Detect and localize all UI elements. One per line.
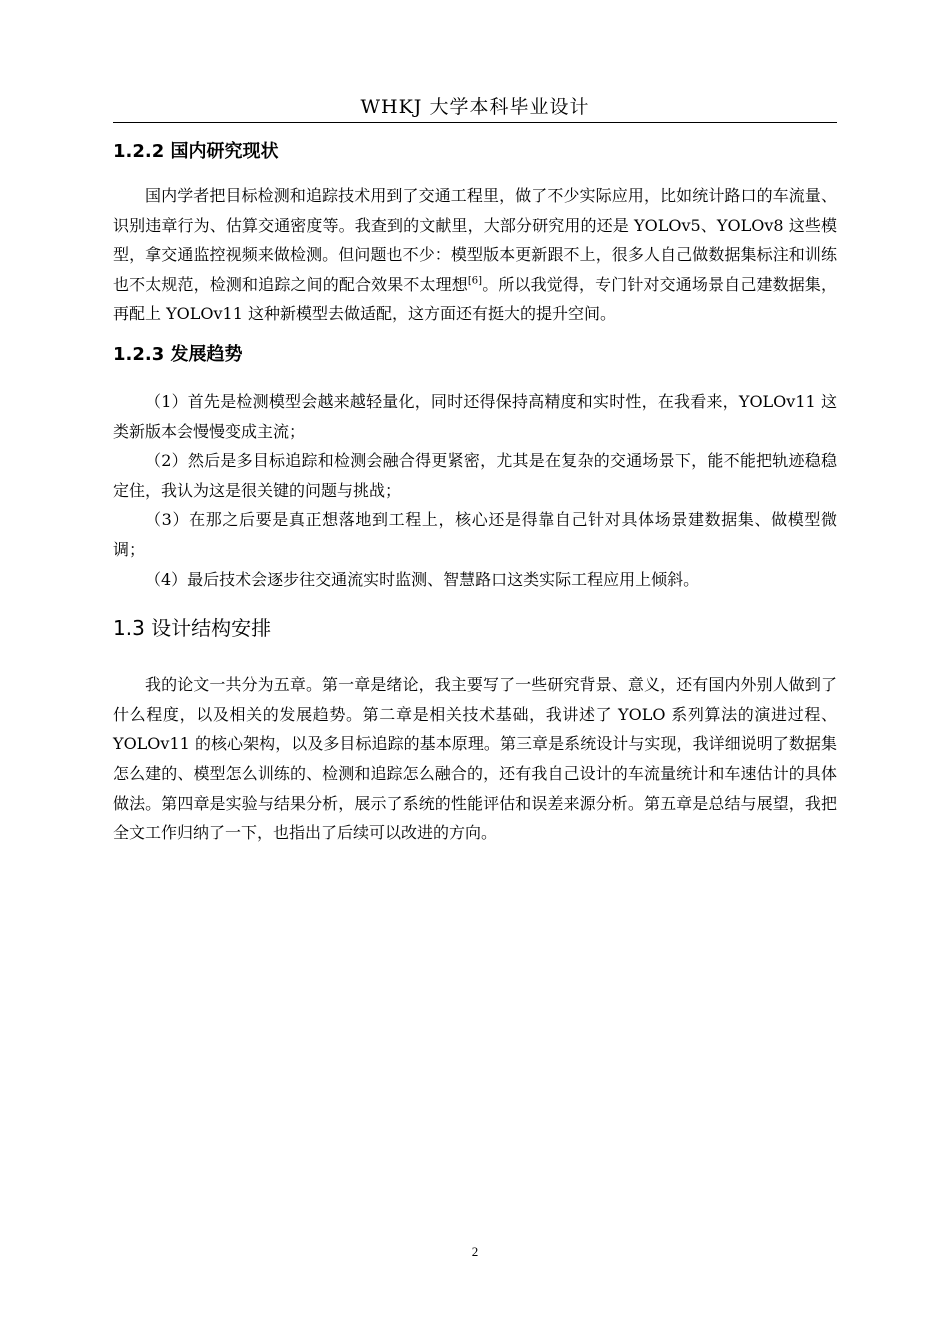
section-paragraph-1-2-2 [113,181,837,329]
list-item: （2）然后是多目标追踪和检测会融合得更紧密，尤其是在复杂的交通场景下，能不能把轨迹稳稳定住，我认为这是很关键的问题与挑战； [113,451,837,500]
section-heading-1-3: 1.3 设计结构安排 [113,616,272,641]
section-heading-1-2-2: 1.2.2 国内研究现状 [113,141,279,162]
list-item: （1）首先是检测模型会越来越轻量化，同时还得保持高精度和实时性，在我看来，YOLOv11 这类新版本会慢慢变成主流； [113,391,837,441]
trend-list [113,387,837,594]
page-number: 2 [471,1244,479,1259]
header-divider [113,122,837,123]
paragraph-text: 国内学者把目标检测和追踪技术用到了交通工程里，做了不少实际应用，比如统计路口的车流量、识别违章行为、估算交通密度等。我查到的文献里，大部分研究用的还是 YOLOv5、YOLOv8 这些模型，拿交通监控视频来做检测。但问题也不少：模型版本更新跟不上，很多人自己做数据集标注和训练也不太规范，检测和追踪之间的配合效果不太理想 [113,186,837,294]
paragraph-text-tail: 。所以我觉得，专门针对交通场景自己建数据集，再配上 YOLOv11 这种新模型去做适配，这方面还有挺大的提升空间。 [113,274,837,324]
section-paragraph-1-3: 我的论文一共分为五章。第一章是绪论，我主要写了一些研究背景、意义，还有国内外别人做到了什么程度，以及相关的发展趋势。第二章是相关技术基础，我讲述了 YOLO 系列算法的演进过程、YOLOv11 的核心架构，以及多目标追踪的基本原理。第三章是系统设计与实现，我详细说明了数据集怎么建的、模型怎么训练的、检测和追踪怎么融合的，还有我自己设计的车流量统计和车速估计的具体做法。第四章是实验与结果分析，展示了系统的性能评估和误差来源分析。第五章是总结与展望，我把全文工作归纳了一下，也指出了后续可以改进的方向。 [113,675,837,843]
list-item: （4）最后技术会逐步往交通流实时监测、智慧路口这类实际工程应用上倾斜。 [145,569,700,589]
page-header: WHKJ 大学本科毕业设计 [360,96,590,118]
section-heading-1-2-3: 1.2.3 发展趋势 [113,343,243,365]
citation-ref: [6] [467,275,483,287]
list-item: （3）在那之后要是真正想落地到工程上，核心还是得靠自己针对具体场景建数据集、做模型微调； [113,510,837,559]
page-content [113,130,837,848]
